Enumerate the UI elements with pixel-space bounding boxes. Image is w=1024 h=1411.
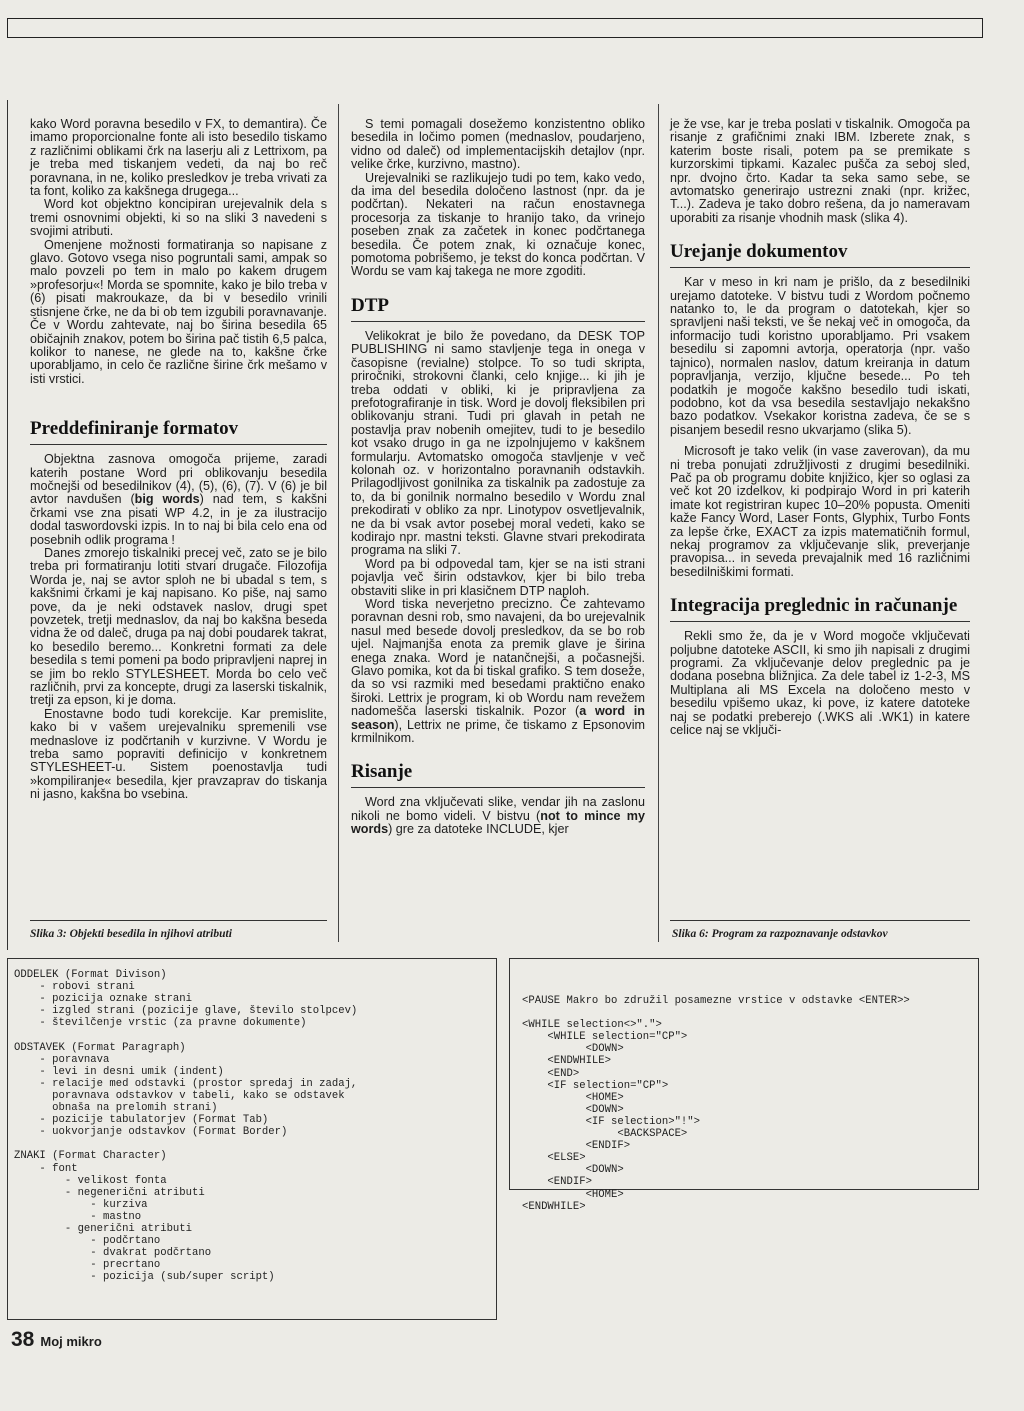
paragraph: Objektna zasnova omogoča prijeme, zaradi katerih postane Word pri oblikovanju besedila močnejši od besedilnikov (4), (5), (6), (7). V (6) je bil avtor navdušen (big words) nad tem, s kakšni črkami vse zna pisati WP 4.2, in je za ilustracijo dodal taswordovski izpis. In to naj bi bila celo ena od posebnih odlik programa ! — [30, 452, 327, 547]
page-number: 38 — [11, 1328, 35, 1351]
paragraph: Word pa bi odpovedal tam, kjer se na isti strani pojavlja več širin odstavkov, kjer bi bilo treba obstaviti slike in pri klasičnem DTP naploh. — [351, 556, 645, 598]
paragraph: Velikokrat je bilo že povedano, da DESK TOP PUBLISHING ni samo stavljenje tega in onega v časopisne (revialne) stolpce. To so tudi skripta, priročniki, strokovni članki, celo knjige... ki jih je treba oddati v obliki, ki je pripravljena za prefotografiranje in tisk. Word je dovolj fleksibilen pri oblikovanju strani. Tudi pri glavah in petah ne postavlja prav nobenih omejitev, tudi to je besedilo kot vsako drugo in ga ne izpolnjujemo v kakšnem formularju. Avtomatsko omogoča stavljenje v več kolonah oz. v horizontalno poravnanih odstavkih. Prilagodljivost gonilnika za tiskalnik pa zadostuje za to, da bi gonilnik normalno besedilo v Wordu znal prekodirati v obliko za npr. Linotypov osvetljevalnik, ne da bi vsak avtor posebej moral vedeti, kako se kodirajo npr. mastni teksti. Glavne stvari prekodirata programa na sliki 7. — [351, 328, 645, 558]
section-heading: Integracija preglednic in računanje — [670, 595, 970, 622]
section-heading: Preddefiniranje formatov — [30, 418, 327, 445]
figure-3-box — [7, 958, 497, 1320]
code-listing: ODDELEK (Format Divison) - robovi strani - pozicija oznake strani - izgled strani (pozicije glave, število stolpcev) - številčenje vrstic (za pravne dokumente) ODSTAVEK (Format Paragraph) - poravnava - levi in desni umik (indent) - relacije med odstavki (prostor spredaj in zadaj, poravnava odstavkov v tabeli, kako se odstavek obnaša na prelomih strani) - pozicije tabulatorjev (Format Tab) - uokvorjanje odstavkov (Format Border) ZNAKI (Format Character) - font - velikost fonta - negenerični atributi - kurziva - mastno - generični atributi - podčrtano - dvakrat podčrtano - precrtano - pozicija (sub/super script) — [14, 969, 358, 1284]
column-1 — [30, 118, 327, 802]
paragraph: Danes zmorejo tiskalniki precej več, zato se je bilo treba pri formatiranju lotiti stvari drugače. Filozofija Worda je, naj se avtor sploh ne bi ubadal s tem, s kakšnimi črkami je kaj napisano. Ko piše, naj samo pove, da je neki odstavek naslov, drugi spet povzetek, tretji mednaslov, da naj bo kakšna beseda vidna že od daleč, druga pa naj dobi poudarek takrat, ko besedilo beremo... Konkretni formati za dele besedila s temi pomeni pa bodo pripravljeni naprej in se jim bo reklo STYLESHEET. Morda bo celo več različnih, prvi za koncepte, drugi za laserski tiskalnik, tretji za epson, ki je doma. — [30, 545, 327, 708]
paragraph: Omenjene možnosti formatiranja so napisane z glavo. Gotovo vsega niso pogruntali sami, ampak so malo povzeli po tem in malo po kakem drugem »profesorju«! Morda se spomnite, kako je bilo treba v (6) pisati makroukaze, da bi v besedilo vrinili stisnjene črke, ne da bi ob tem izgubili poravnavanje. Če v Wordu zahtevate, naj bo širina besedila 65 običajnih znakov, potem bo širina pač tistih 6,5 palca, kolikor to nanese, ne glede na to, kakšne črke uporabljamo, in celo če različne širine črk mešamo v isti vrstici. — [30, 237, 327, 386]
paragraph: je že vse, kar je treba poslati v tiskalnik. Omogoča pa risanje z grafičnimi znaki IBM. Izberete znak, s katerim boste risali, potem pa se premikate s kurzorskimi tipkami. Kazalec pušča za seboj sled, npr. dvojno črto. Kadar ta seka samo sebe, se avtomatsko generirajo ustrezni znaki (npr. križec, T...). Zadeva je tako dobro rešena, da jo nameravam uporabiti za risanje vhodnih mask (slika 4). — [670, 117, 970, 225]
paragraph: Word kot objektno koncipiran urejevalnik dela s tremi osnovnimi objekti, ki so na sliki 3 navedeni s svojimi atributi. — [30, 197, 327, 239]
paragraph: Microsoft je tako velik (in vase zaverovan), da mu ni treba ponujati združljivosti z drugimi besedilniki. Pač pa ob programu dobite knjižico, kjer so oglasi za več kot 20 izdelkov, ki podpirajo Word in pri katerih imate kot registriran kupec 10–20% popusta. Omeniti kaže Fancy Word, Laser Fonts, Glyphix, Turbo Fonts za lepše črke, EXACT za izpis matematičnih formul, nekaj programov za vključevanje slik, preverjanje pravopisa... in seveda prevajalnik med 16 različnimi besedilniškimi formati. — [670, 444, 970, 579]
section-heading: DTP — [351, 295, 645, 322]
figure-caption: Slika 6: Program za razpoznavanje odstavkov — [672, 928, 888, 940]
paragraph: Urejevalniki se razlikujejo tudi po tem, kako vedo, da ima del besedila določeno lastnost (npr. da je podčrtan). Nekateri na račun enostavnega procesorja za tiskanje to hranijo tako, da vrinejo poseben znak za začetek in konec podčrtanega besedila. Če potem znak, ki označuje konec, pomotoma pobrišemo, je tekst do konca podčrtan. V Wordu se vam kaj takega ne more zgoditi. — [351, 170, 645, 279]
paragraph: Enostavne bodo tudi korekcije. Kar premislite, kako bi v vašem urejevalniku spremenili vse mednaslove iz podčrtanih v kurzivne. V Wordu je treba samo popraviti definicijo v konkretnem STYLESHEET-u. Sistem poenostavlja tudi »kompiliranje« besedila, kjer pravzaprav do tiskanja ni jasno, kakšna bo vsebina. — [30, 706, 327, 802]
paragraph: Rekli smo že, da je v Word mogoče vključevati poljubne datoteke ASCII, ki smo jih napisali z drugimi programi. Za vključevanje delov preglednic pa je dodana posebna bližnjica. Za dele tabel iz 1-2-3, MS Multiplana ali MS Excela na določeno mesto v besedilu vpišemo ukaz, ki pove, iz katere datoteke naj se podatki preberejo (.WKS ali .WK1) in katere celice naj se vključi- — [670, 629, 970, 738]
code-listing: <PAUSE Makro bo združil posamezne vrstice v odstavke <ENTER>> <WHILE selection<>"."> <WHILE selection="CP"> <DOWN> <ENDWHILE> <END> <IF selection="CP"> <HOME> <DOWN> <IF selection>"!"> <BACKSPACE> <ENDIF> <ELSE> <DOWN> <ENDIF> <HOME> <ENDWHILE> — [522, 995, 910, 1213]
paragraph: S temi pomagali dosežemo konzistentno obliko besedila in ločimo pomen (mednaslov, poudarjeno, vidno od daleč) od implementacijskih detajlov (npr. velike črke, kurzivno, mastno). — [351, 117, 645, 172]
paragraph: Word zna vključevati slike, vendar jih na zaslonu nikoli ne bomo videli. V bistvu (not to mince my words) gre za datoteke INCLUDE, kjer — [351, 795, 645, 837]
figure-6-box — [509, 958, 979, 1213]
section-heading: Urejanje dokumentov — [670, 241, 970, 268]
figure-caption: Slika 3: Objekti besedila in njihovi atributi — [30, 928, 232, 940]
paragraph: Kar v meso in kri nam je prišlo, da z besedilniki urejamo datoteke. V bistvu tudi z Wordom počnemo natanko to, le da program o datotekah, kjer so spravljeni naši teksti, ve še nekaj več in omogoča, da informacijo tudi koristno uporabljamo. Pri vsakem besedilu si zapomni avtorja, operatorja (npr. vašo tajnico), normalen naslov, datum kreiranja in datum popravljanja, verzijo, ključne besede... Po teh podatkih je mogoče kakšno besedilo tudi iskati, podobno, kot da vsa besedila sestavljajo nekakšno bazo podatkov. Vsekakor koristna zadeva, če se s pisanjem besedil resno ukvarjamo (slika 5). — [670, 275, 970, 437]
paragraph: Word tiska neverjetno precizno. Če zahtevamo poravnan desni rob, smo navajeni, da bo urejevalnik nasul med besede dovolj presledkov, da se bo rob ujel. Najmanjša enota za premik glave je širina enega znaka. Word je natančnejši, a počasnejši. Glavo pomika, kot da bi tiskal grafiko. S tem doseže, da so vsi razmiki med besedami praktično enako široki. Lettrix je program, ki ob Wordu nam revežem nadomešča laserski tiskalnik. Pozor (a word in season), Lettrix ne prime, če tiskamo z Epsonovim krmilnikom. — [351, 597, 645, 746]
column-3 — [670, 118, 970, 737]
magazine-name: Moj mikro — [40, 1334, 102, 1349]
page-frame-left — [7, 100, 8, 950]
section-heading: Risanje — [351, 761, 645, 788]
paragraph: kako Word poravna besedilo v FX, to demantira). Če imamo proporcionalne fonte ali isto besedilo tiskamo z različnimi oblikami črk na laserju ali z Lettrixom, pa je treba med tiskanjem vedeti, da naj bo reč poravnana, in ne, koliko presledkov je treba vrivati za ta font, koliko za kakšnega drugega... — [30, 117, 327, 199]
page-footer — [11, 1328, 102, 1352]
column-2 — [351, 118, 645, 837]
top-frame — [7, 18, 983, 38]
